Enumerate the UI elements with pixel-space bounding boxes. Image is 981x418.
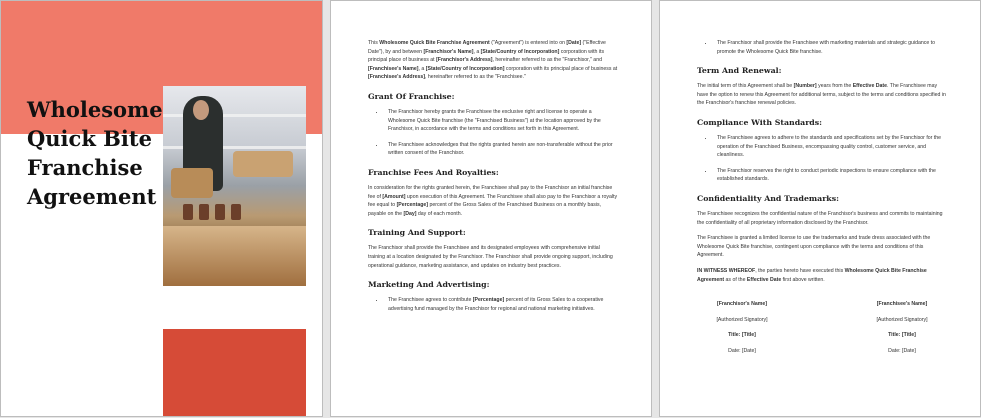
cover-page [0, 0, 323, 417]
compliance-heading: Compliance With Standards: [697, 117, 823, 127]
list-item: • The Franchisee acknowledges that the rights granted herein are non-transferable without the prior written consent of the Franchisor. [385, 141, 618, 158]
agreement-page-2 [330, 0, 652, 417]
compliance-list [697, 134, 947, 184]
witness-paragraph: IN WITNESS WHEREOF, the parties hereto have executed this Wholesome Quick Bite Franchise Agreement as of the Effective Date first above written. [697, 267, 927, 283]
marketing-heading: Marketing And Advertising: [368, 280, 490, 290]
pastry-case [163, 226, 306, 286]
training-heading: Training And Support: [368, 228, 466, 238]
agreement-page-3 [659, 0, 981, 417]
signature-block [697, 300, 947, 362]
cover-red-block [163, 329, 306, 417]
fees-heading: Franchise Fees And Royalties: [368, 167, 499, 177]
confidentiality-heading: Confidentiality And Trademarks: [697, 193, 839, 203]
list-item: • The Franchisor hereby grants the Franchisee the exclusive right and license to operate a Wholesome Quick Bite franchise (the "Franchised Business") at the location approved by the Franchisor, in accordance with the terms and conditions set forth in this Agreement. [385, 108, 618, 134]
training-paragraph: The Franchisor shall provide the Franchisee and its designated employees with comprehensive initial training at a location designated by the Franchisor. The Franchisor shall provide ongoing support, including operational guidance, marketing assistance, and updates on industry best practices. [368, 245, 613, 269]
cover-title: Wholesome Quick Bite Franchise Agreement [27, 97, 163, 209]
marketing-list-continued [697, 39, 947, 56]
list-item: • The Franchisee agrees to adhere to the standards and specifications set by the Franchisor for the operation of the Franchised Business, encompassing quality control, customer service, and cleanliness. [714, 134, 947, 160]
marketing-list [368, 296, 618, 313]
confidentiality-paragraph-1: The Franchisee recognizes the confidential nature of the Franchisor's business and commits to maintaining the confidentiality of all proprietary information disclosed by the Franchisor. [697, 210, 943, 226]
term-paragraph: The initial term of this Agreement shall be [Number] years from the Effective Date. The Franchisee may have the option to renew this Agreement for additional terms, subject to the terms and conditions specified in the Franchisor's franchise renewal policies. [697, 83, 946, 107]
fees-paragraph: In consideration for the rights granted herein, the Franchisee shall pay to the Franchisor an initial franchise fee of [Amount] upon execution of this Agreement. The Franchisee shall also pay to the Franchisor a royalty fee equal to [Percentage] percent of the Gross Sales of the Franchised Business on a monthly basis, payable on the [Day] day of each month. [368, 184, 618, 217]
list-item: • The Franchisor reserves the right to conduct periodic inspections to ensure compliance with the established standards. [714, 167, 947, 184]
list-item: • The Franchisor shall provide the Franchisee with marketing materials and strategic guidance to promote the Wholesome Quick Bite franchise. [714, 39, 947, 56]
grant-heading: Grant Of Franchise: [368, 91, 455, 101]
list-item: • The Franchisee agrees to contribute [Percentage] percent of its Gross Sales to a cooperative advertising fund managed by the Franchisor for regional and national marketing initiatives. [385, 296, 618, 313]
grant-list [368, 108, 618, 158]
intro-paragraph: This Wholesome Quick Bite Franchise Agreement ("Agreement") is entered into on [Date] ("Effective Date"), by and between [Franchisor's Name], a [State/Country of Incorporation] corporation with its principal place of business at [Franchisor's Address], hereinafter referred to as the "Franchisor," and [Franchisee's Name], a [State/Country of Incorporation] corporation with its principal place of business at [Franchisee's Address], hereinafter referred to as the "Franchisee." [368, 40, 618, 81]
franchisor-signature: [Franchisor's Name] [Authorized Signatory] Title: [Title] Date: [Date] [716, 301, 768, 354]
bakery-photo [163, 86, 306, 286]
franchisee-signature: [Franchisee's Name] [Authorized Signatory] Title: [Title] Date: [Date] [876, 301, 928, 354]
term-heading: Term And Renewal: [697, 66, 782, 76]
confidentiality-paragraph-2: The Franchisee is granted a limited license to use the trademarks and trade dress associated with the Wholesome Quick Bite franchise, contingent upon compliance with the terms and conditions of this Agreement. [697, 235, 931, 259]
